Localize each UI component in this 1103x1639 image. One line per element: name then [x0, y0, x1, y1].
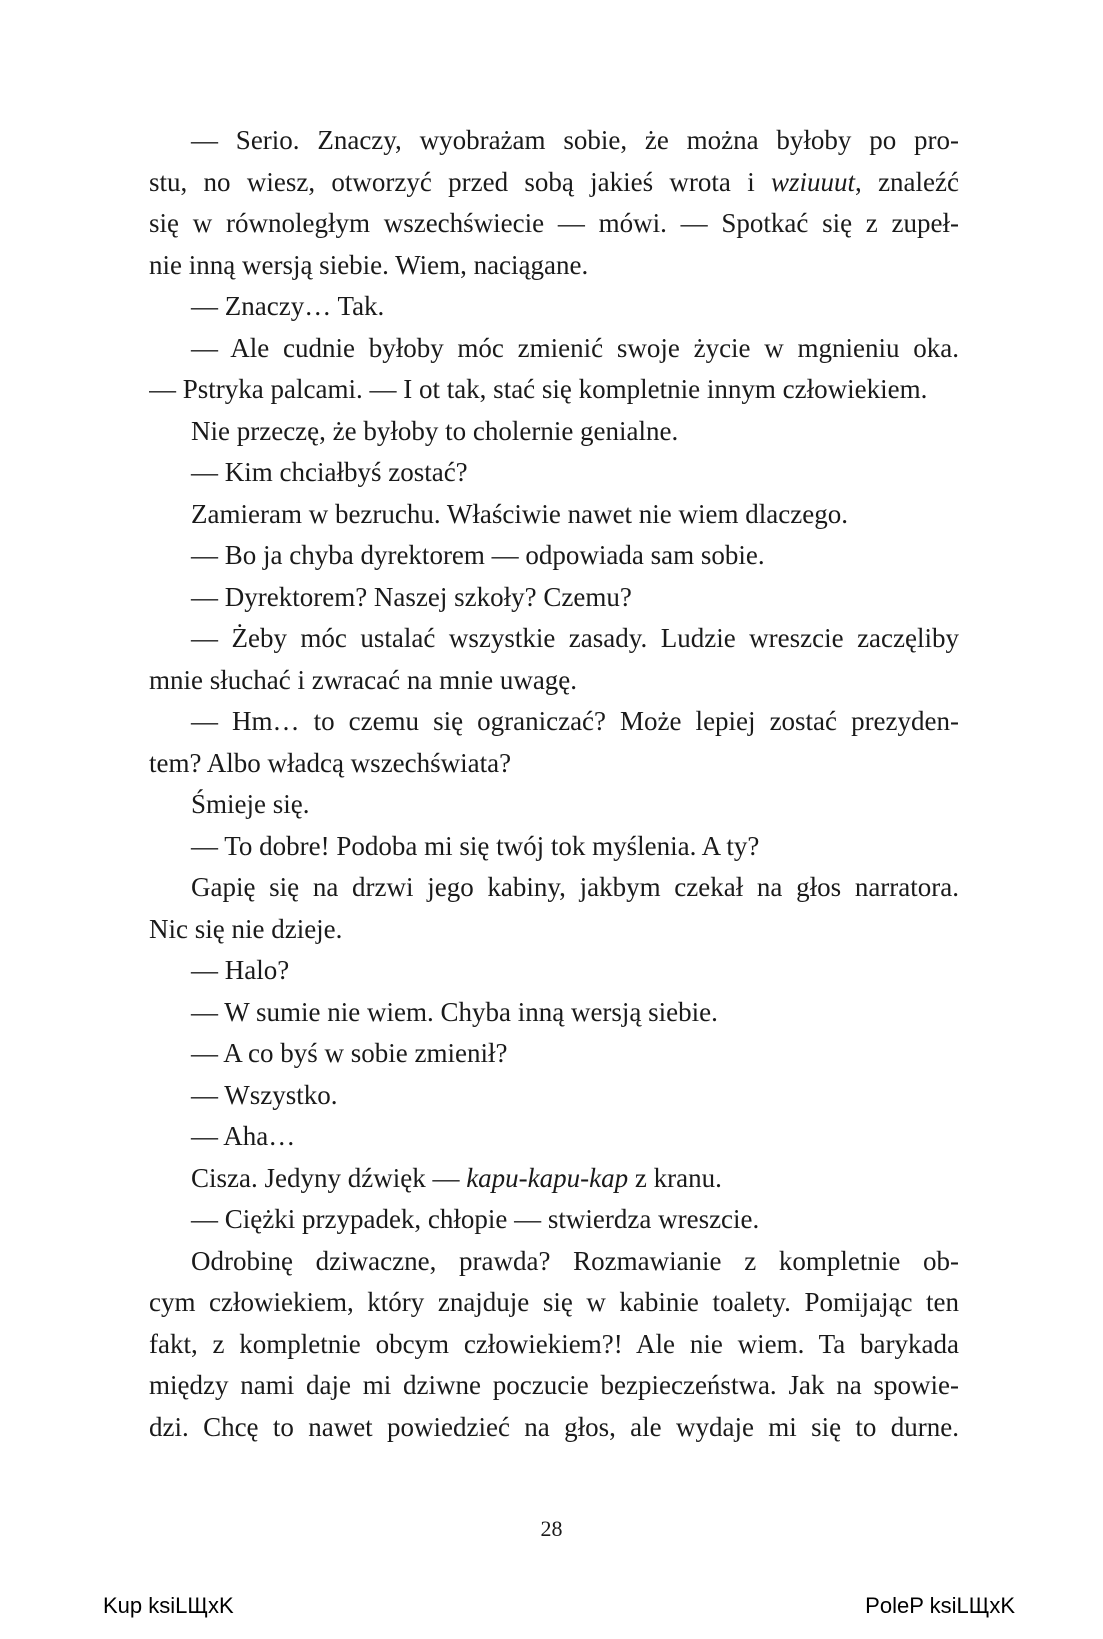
- text-line: między nami daje mi dziwne poczucie bezpieczeństwa. Jak na spowie-: [149, 1370, 959, 1400]
- text-line: — Wszystko.: [191, 1079, 338, 1110]
- text-line: — A co byś w sobie zmienił?: [191, 1038, 508, 1068]
- text-line: mnie słuchać i zwracać na mnie uwagę.: [149, 664, 578, 695]
- page-body: [149, 120, 959, 1448]
- text-line: stu, no wiesz, otworzyć przed sobą jakieś wrota i wziuuut, znaleźć: [149, 166, 959, 197]
- text-line: Gapię się na drzwi jego kabiny, jakbym czekał na głos narratora.: [191, 872, 959, 902]
- text-line: — Bo ja chyba dyrektorem — odpowiada sam sobie.: [191, 540, 765, 570]
- text-line: Nie przeczę, że byłoby to cholernie genialne.: [191, 415, 679, 446]
- text-line: nie inną wersją siebie. Wiem, naciągane.: [149, 249, 589, 280]
- text-line: Śmieje się.: [191, 789, 310, 819]
- text-line: — Ale cudnie byłoby móc zmienić swoje życie w mgnieniu oka.: [191, 332, 959, 363]
- text-line: — W sumie nie wiem. Chyba inną wersją siebie.: [191, 996, 718, 1027]
- italic-word: wziuuut: [771, 166, 856, 197]
- text-line: Odrobinę dziwaczne, prawda? Rozmawianie z kompletnie ob-: [191, 1245, 959, 1276]
- text-line: — Dyrektorem? Naszej szkoły? Czemu?: [191, 581, 632, 612]
- text-line: — To dobre! Podoba mi się twój tok myślenia. A ty?: [191, 830, 760, 861]
- text-line: — Hm… to czemu się ograniczać? Może lepiej zostać prezyden-: [191, 706, 959, 736]
- recommend-book-link[interactable]: PoleP ksiLЩxK: [865, 1593, 1015, 1618]
- text-line: — Serio. Znaczy, wyobrażam sobie, że można byłoby po pro-: [191, 125, 959, 155]
- text-line: — Ciężki przypadek, chłopie — stwierdza wreszcie.: [191, 1204, 760, 1234]
- text-line: dzi. Chcę to nawet powiedzieć na głos, ale wydaje mi się to durne.: [149, 1411, 959, 1442]
- text-line: — Halo?: [191, 955, 290, 985]
- text-line: — Pstryka palcami. — I ot tak, stać się kompletnie innym człowiekiem.: [149, 374, 928, 404]
- text-line: fakt, z kompletnie obcym człowiekiem?! Ale nie wiem. Ta barykada: [149, 1328, 959, 1359]
- text-line: — Żeby móc ustalać wszystkie zasady. Ludzie wreszcie zaczęliby: [191, 623, 959, 653]
- text-line: — Znaczy… Tak.: [191, 291, 385, 321]
- text-line: Cisza. Jedyny dźwięk — kapu-kapu-kap z kranu.: [191, 1162, 722, 1193]
- text-line: Zamieram w bezruchu. Właściwie nawet nie wiem dlaczego.: [191, 498, 848, 529]
- text-line: cym człowiekiem, który znajduje się w kabinie toalety. Pomijając ten: [149, 1287, 959, 1317]
- text-line: — Aha…: [191, 1121, 296, 1151]
- text-line: Nic się nie dzieje.: [149, 913, 343, 944]
- italic-word: kapu-kapu-kap: [466, 1162, 629, 1193]
- buy-book-link[interactable]: Kup ksiLЩxK: [103, 1593, 234, 1618]
- page-number: 28: [540, 1516, 563, 1541]
- text-line: — Kim chciałbyś zostać?: [191, 457, 468, 487]
- text-line: tem? Albo władcą wszechświata?: [149, 747, 512, 778]
- text-line: się w równoległym wszechświecie — mówi. — Spotkać się z zupeł-: [149, 208, 959, 238]
